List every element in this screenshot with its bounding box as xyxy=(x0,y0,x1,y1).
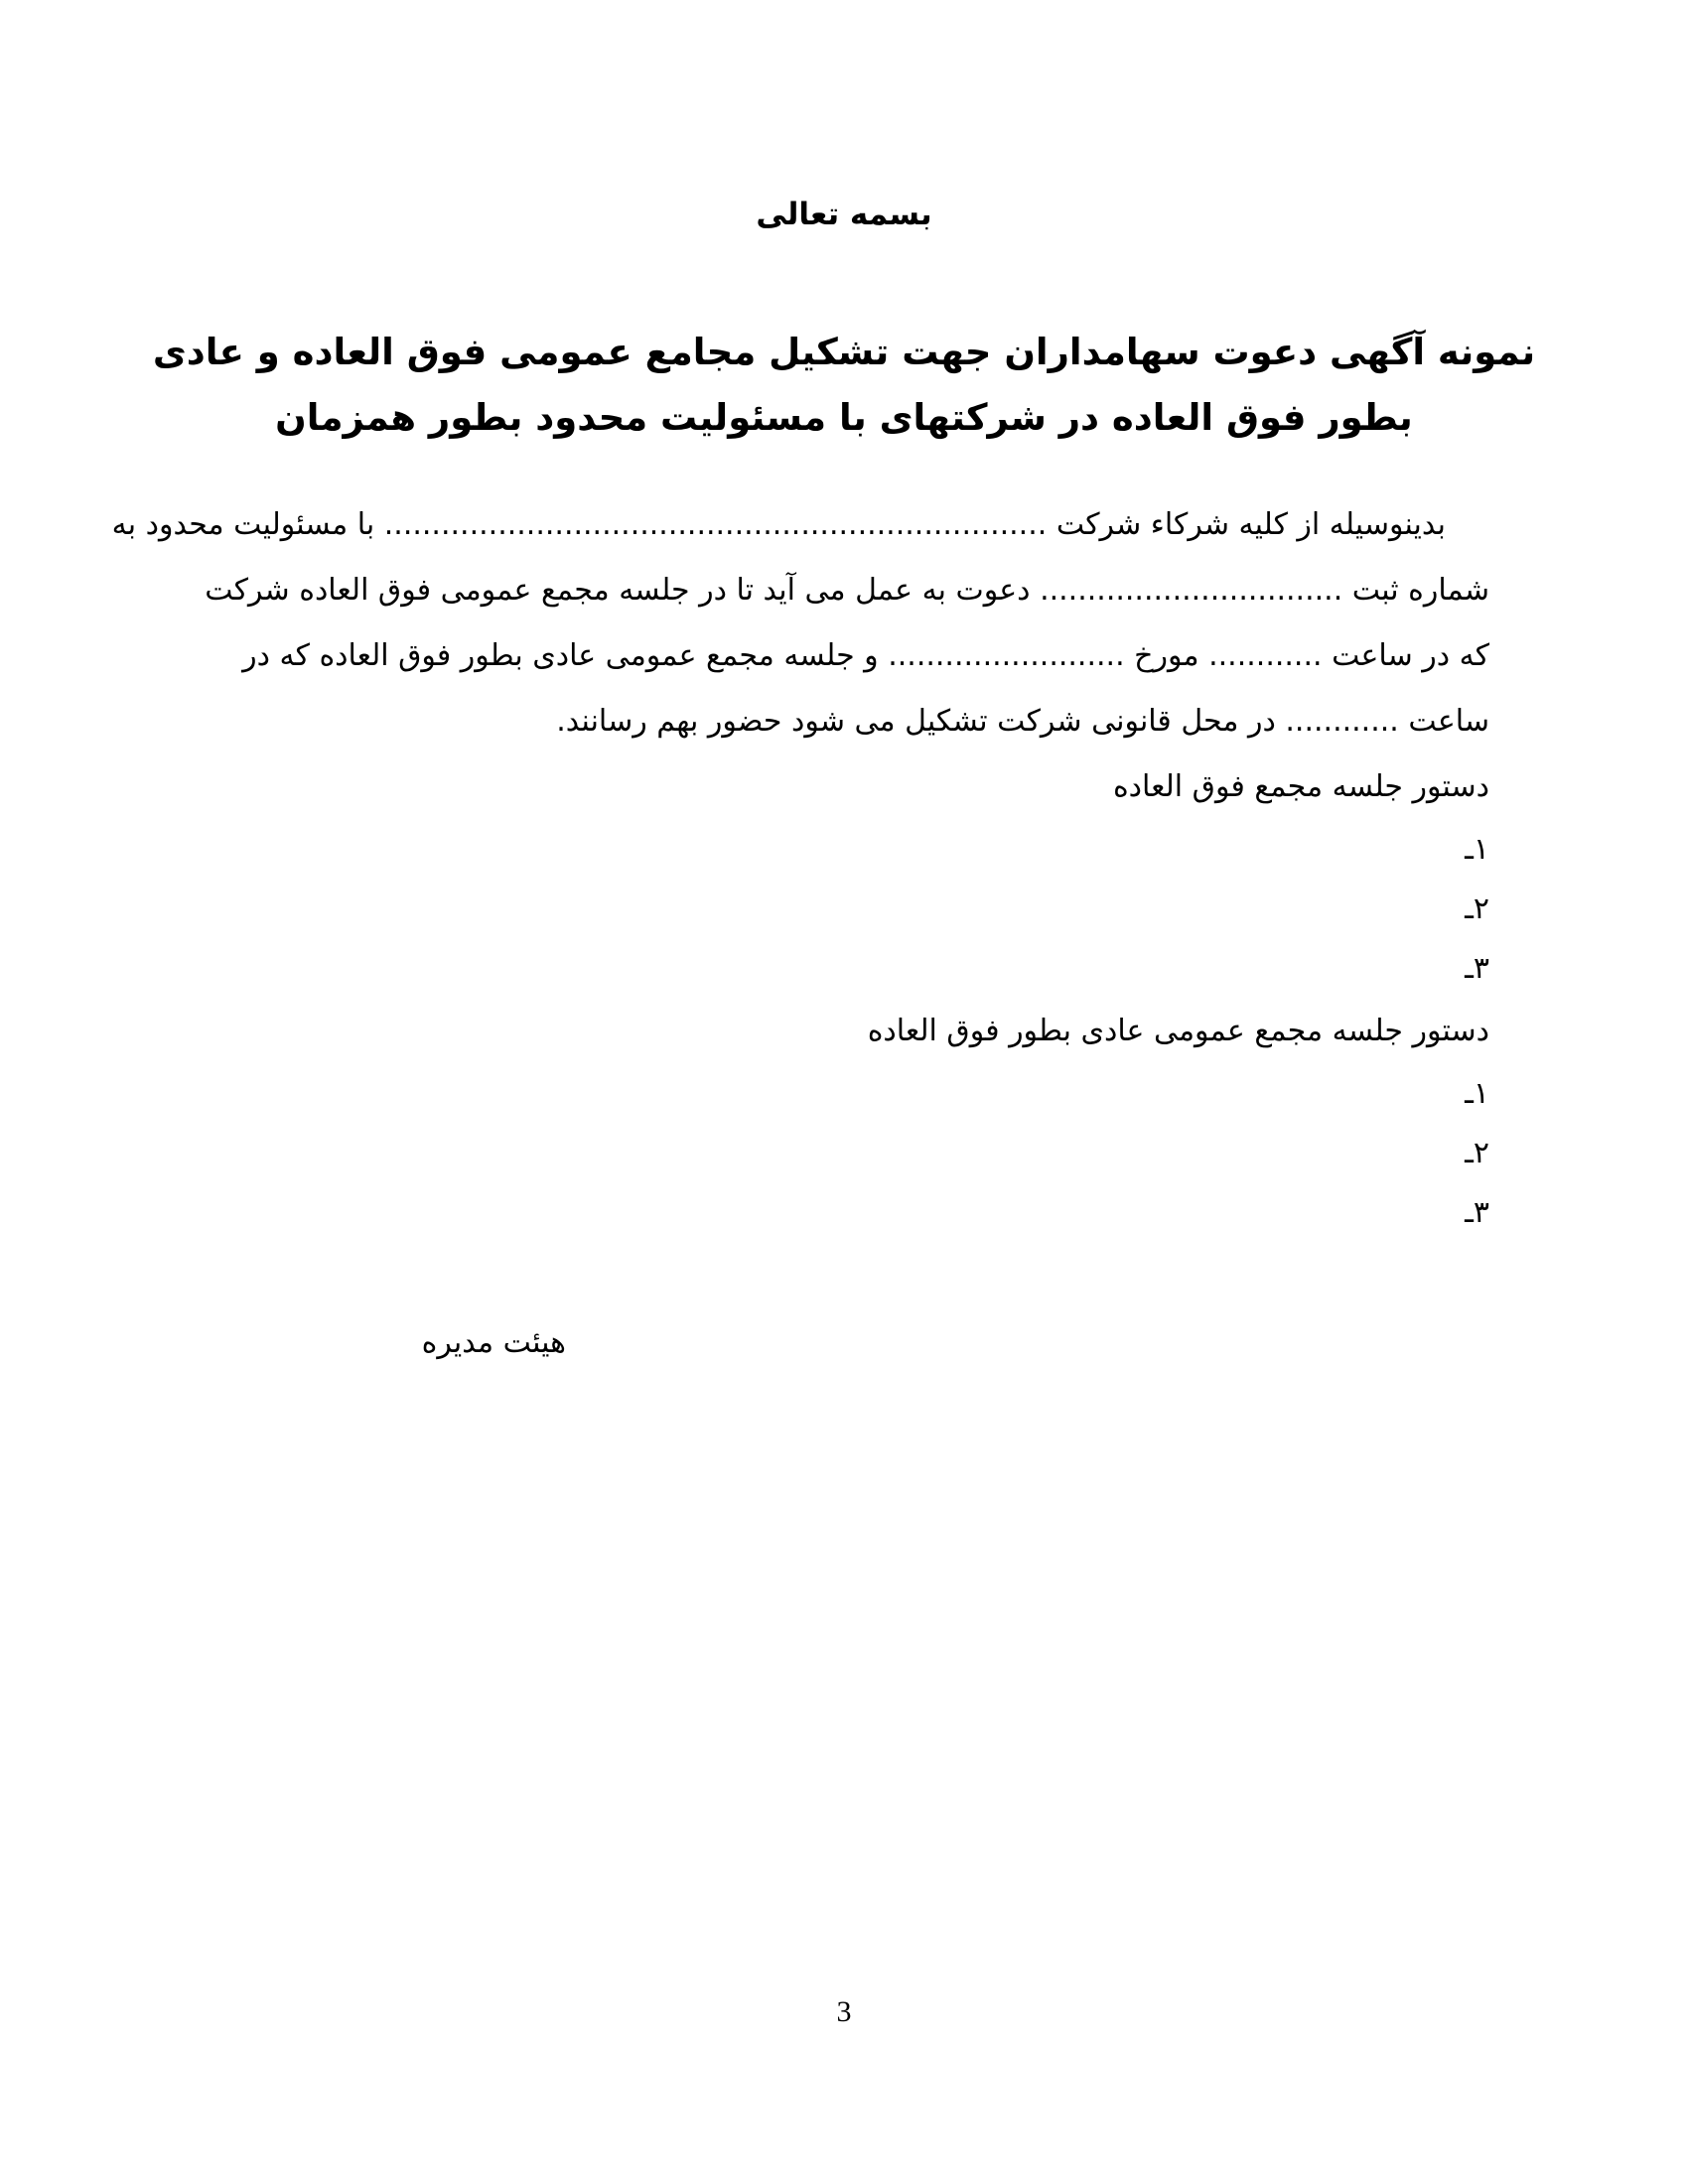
agenda-ordinary-item-3: ۳ـ xyxy=(1465,1195,1489,1230)
agenda-ordinary-item-2: ۲ـ xyxy=(1465,1136,1489,1170)
agenda-ordinary xyxy=(199,999,1489,1243)
board-signature: هیئت مدیره xyxy=(421,1325,566,1360)
page-number: 3 xyxy=(836,1995,852,2028)
agenda-ordinary-item-1: ۱ـ xyxy=(1465,1076,1489,1111)
paragraph-line-2: شماره ثبت ................................ دعوت به عمل می آید تا در جلسه مجمع عمومی فوق العاده شرکت xyxy=(205,573,1489,608)
paragraph-line-1: بدینوسیله از کلیه شرکاء شرکت ...................................................................... با مسئولیت محدود به xyxy=(111,507,1446,542)
agenda-extraordinary-item-1: ۱ـ xyxy=(1465,832,1489,867)
agenda-ordinary-heading: دستور جلسه مجمع عمومی عادی بطور فوق العاده xyxy=(867,1014,1489,1048)
agenda-extraordinary-heading: دستور جلسه مجمع فوق العاده xyxy=(1112,769,1489,804)
document-title xyxy=(0,320,1688,451)
invocation-heading: بسمه تعالی xyxy=(756,197,932,232)
agenda-extraordinary-item-3: ۳ـ xyxy=(1465,951,1489,986)
paragraph-line-4: ساعت ............ در محل قانونی شرکت تشکیل می شود حضور بهم رسانند. xyxy=(556,704,1489,739)
document-body xyxy=(111,492,1489,1243)
paragraph-line-3: که در ساعت ............ مورخ ......................... و جلسه مجمع عمومی عادی بطور فوق العاده که در xyxy=(242,638,1489,673)
title-line-1: نمونه آگهی دعوت سهامداران جهت تشکیل مجامع عمومی فوق العاده و عادی xyxy=(152,331,1536,373)
invitation-paragraph xyxy=(111,492,1489,754)
title-line-2: بطور فوق العاده در شرکتهای با مسئولیت محدود بطور همزمان xyxy=(275,396,1413,439)
agenda-extraordinary-item-2: ۲ـ xyxy=(1465,891,1489,926)
agenda-extraordinary xyxy=(199,754,1489,999)
